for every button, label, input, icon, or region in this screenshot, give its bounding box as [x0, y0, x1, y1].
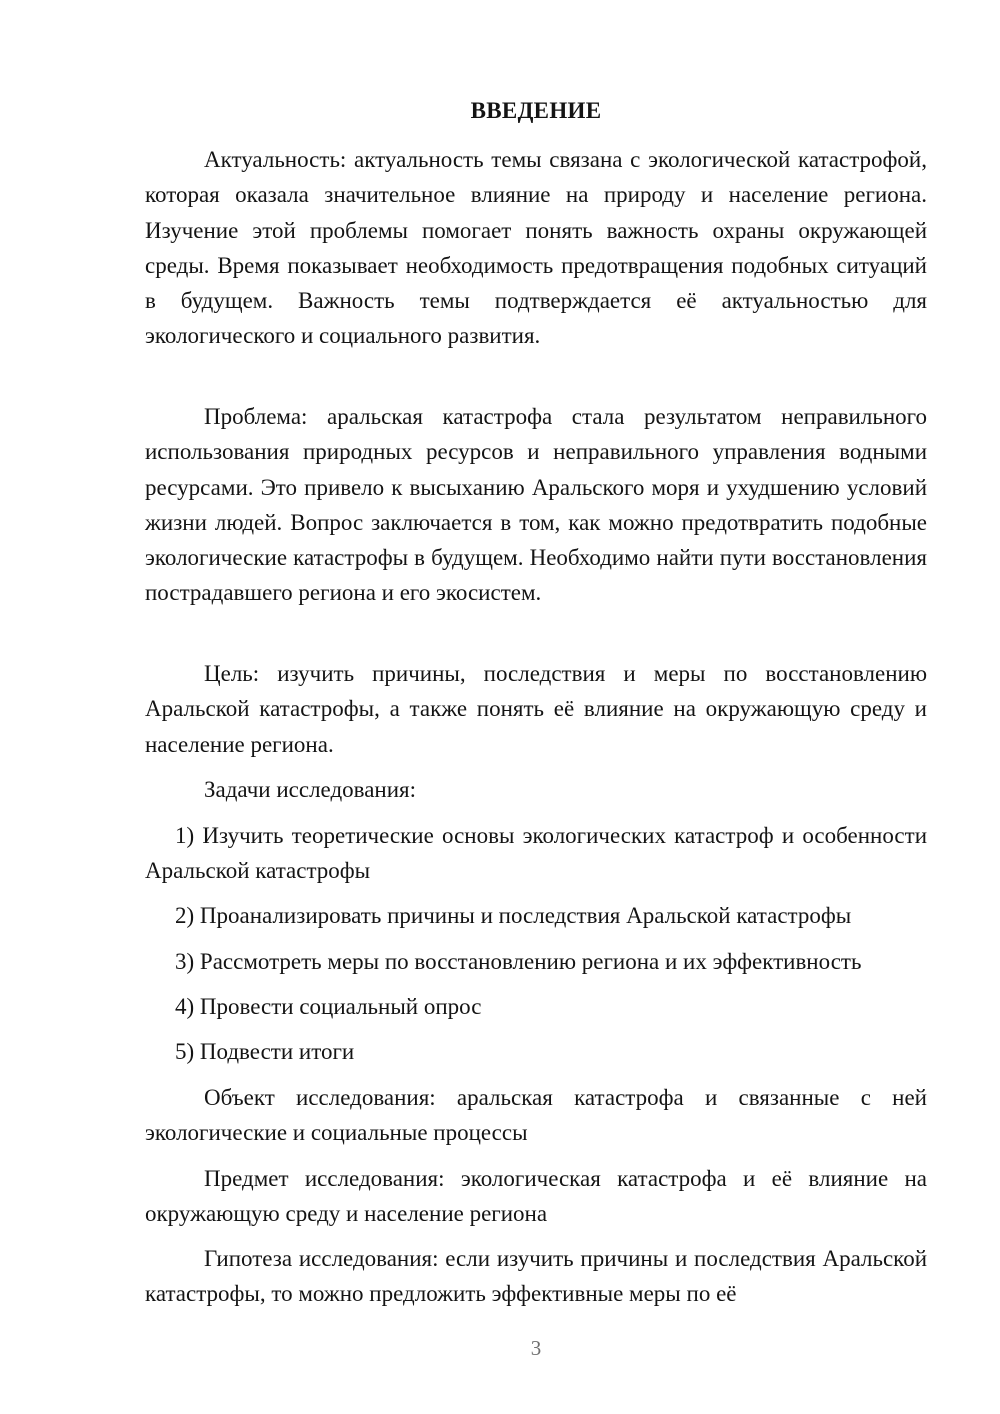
goal-paragraph: Цель: изучить причины, последствия и меры по восстановлению Аральской катастрофы, а также понять её влияние на окружающую среду и население региона. — [145, 661, 927, 757]
page-number: 3 — [530, 1336, 542, 1360]
task-item-4: 4) Провести социальный опрос — [175, 994, 482, 1019]
hypothesis-paragraph: Гипотеза исследования: если изучить причины и последствия Аральской катастрофы, то можно предложить эффективные меры по её — [145, 1246, 927, 1307]
task-item-5: 5) Подвести итоги — [175, 1039, 355, 1064]
task-item-2: 2) Проанализировать причины и последствия Аральской катастрофы — [175, 903, 852, 928]
task-item-1: 1) Изучить теоретические основы экологических катастроф и особенности Аральской катастрофы — [145, 823, 927, 884]
page-title: ВВЕДЕНИЕ — [470, 98, 602, 123]
task-item-3: 3) Рассмотреть меры по восстановлению региона и их эффективность — [175, 949, 862, 974]
object-paragraph: Объект исследования: аральская катастрофа и связанные с ней экологические и социальные процессы — [145, 1085, 927, 1146]
relevance-paragraph: Актуальность: актуальность темы связана с экологической катастрофой, которая оказала значительное влияние на природу и население региона. Изучение этой проблемы помогает понять важность охраны окружающей среды. Время показывает необходимость предотвращения подобных ситуаций в будущем. Важность темы подтверждается её актуальностью для экологического и социального развития. — [145, 147, 927, 349]
subject-paragraph: Предмет исследования: экологическая катастрофа и её влияние на окружающую среду и население региона — [145, 1166, 927, 1227]
problem-paragraph: Проблема: аральская катастрофа стала результатом неправильного использования природных ресурсов и неправильного управления водными ресурсами. Это привело к высыханию Аральского моря и ухудшению условий жизни людей. Вопрос заключается в том, как можно предотвратить подобные экологические катастрофы в будущем. Необходимо найти пути восстановления пострадавшего региона и его экосистем. — [145, 404, 927, 606]
tasks-title: Задачи исследования: — [204, 777, 417, 802]
